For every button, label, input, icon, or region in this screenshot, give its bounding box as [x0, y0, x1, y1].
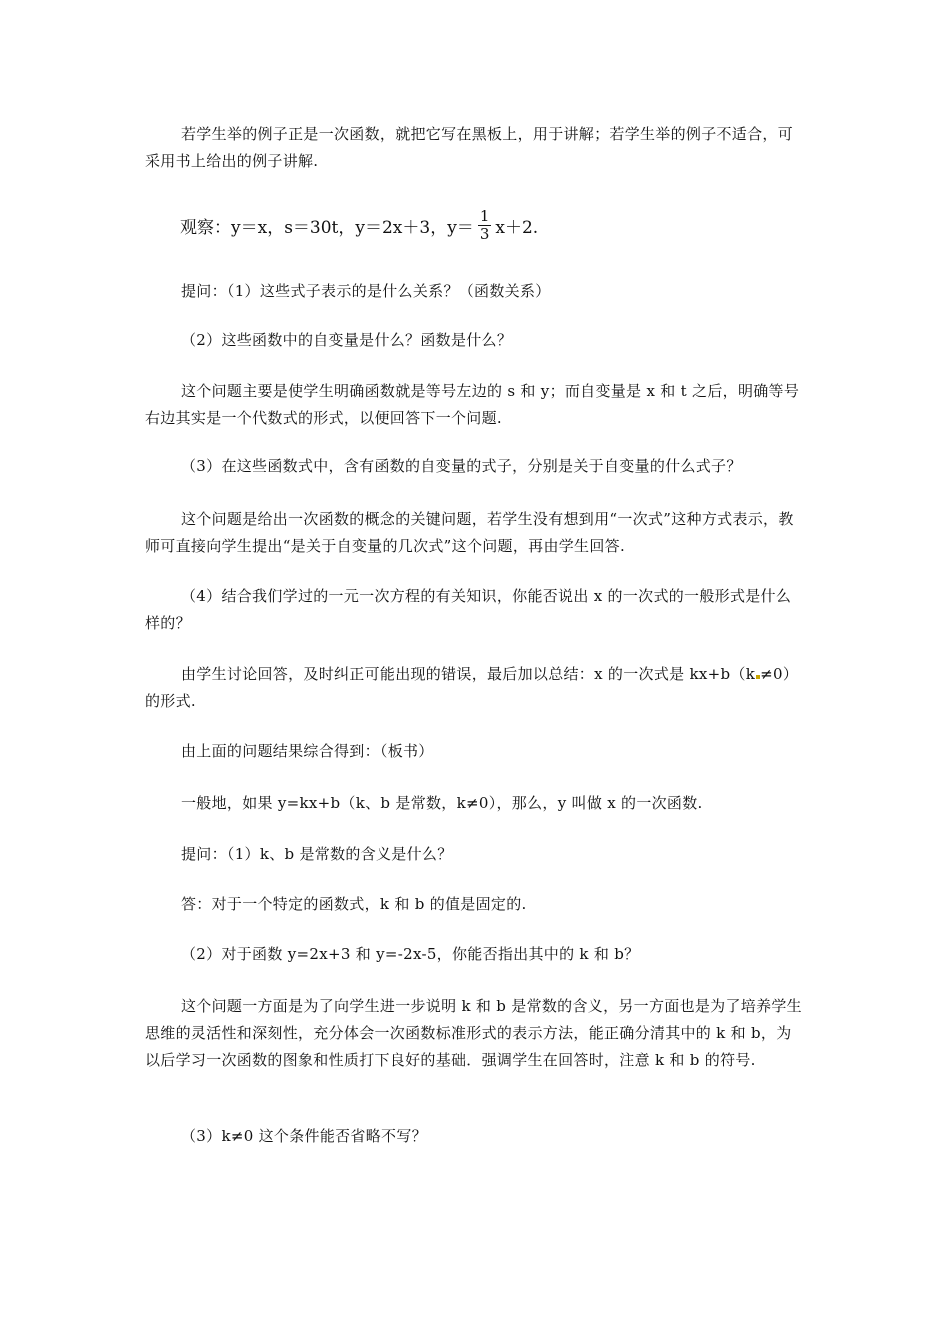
paragraph-explain-3: 这个问题一方面是为了向学生进一步说明 k 和 b 是常数的含义，另一方面也是为了培养学生思维的灵活性和深刻性，充分体会一次函数标准形式的表示方法，能正确分清其中的 k 和 b，为以后学习一次函数的图象和性质打下良好的基础．强调学生在回答时，注意 k 和 b 的符号.: [145, 997, 802, 1069]
formula-part-2: x＋2.: [495, 217, 539, 238]
paragraph-intro: 若学生举的例子正是一次函数，就把它写在黑板上，用于讲解；若学生举的例子不适合，可采用书上给出的例子讲解.: [145, 125, 794, 170]
formula-part-1: y＝x，s＝30t，y＝2x＋3，y＝: [231, 217, 474, 238]
question-1: 提问：（1）这些式子表示的是什么关系？（函数关系）: [181, 282, 551, 300]
fraction-one-third: [478, 208, 492, 243]
paragraph-explain-1: 这个问题主要是使学生明确函数就是等号左边的 s 和 y；而自变量是 x 和 t 之后，明确等号右边其实是一个代数式的形式，以便回答下一个问题.: [145, 382, 800, 427]
observe-formula: [180, 200, 538, 250]
paragraph-board: 由上面的问题结果综合得到：（板书）: [181, 742, 434, 760]
fraction-denominator: 3: [479, 224, 490, 243]
definition-linear-function: 一般地，如果 y=kx+b（k、b 是常数，k≠0），那么，y 叫做 x 的一次函数.: [181, 794, 703, 812]
answer-5: 答：对于一个特定的函数式，k 和 b 的值是固定的.: [181, 895, 527, 913]
question-5: 提问：（1）k、b 是常数的含义是什么？: [181, 845, 453, 863]
summary-line-2: ≠0）的形式.: [145, 665, 799, 710]
paragraph-explain-2: 这个问题是给出一次函数的概念的关键问题，若学生没有想到用“一次式”这种方式表示，教师可直接向学生提出“是关于自变量的几次式”这个问题，再由学生回答.: [145, 510, 794, 555]
question-6: （2）对于函数 y=2x+3 和 y=-2x-5，你能否指出其中的 k 和 b？: [181, 945, 640, 963]
paragraph-summary: [145, 661, 805, 715]
observe-label: 观察：: [180, 217, 231, 238]
question-3: （3）在这些函数式中，含有函数的自变量的式子，分别是关于自变量的什么式子？: [181, 457, 742, 475]
fraction-numerator: 1: [479, 206, 490, 225]
question-4: （4）结合我们学过的一元一次方程的有关知识，你能否说出 x 的一次式的一般形式是什么样的？: [145, 587, 792, 632]
summary-line-1: 由学生讨论回答，及时纠正可能出现的错误，最后加以总结：x 的一次式是 kx+b（k: [181, 665, 756, 683]
question-7: （3）k≠0 这个条件能否省略不写？: [181, 1127, 427, 1145]
question-2: （2）这些函数中的自变量是什么？函数是什么？: [181, 331, 513, 349]
